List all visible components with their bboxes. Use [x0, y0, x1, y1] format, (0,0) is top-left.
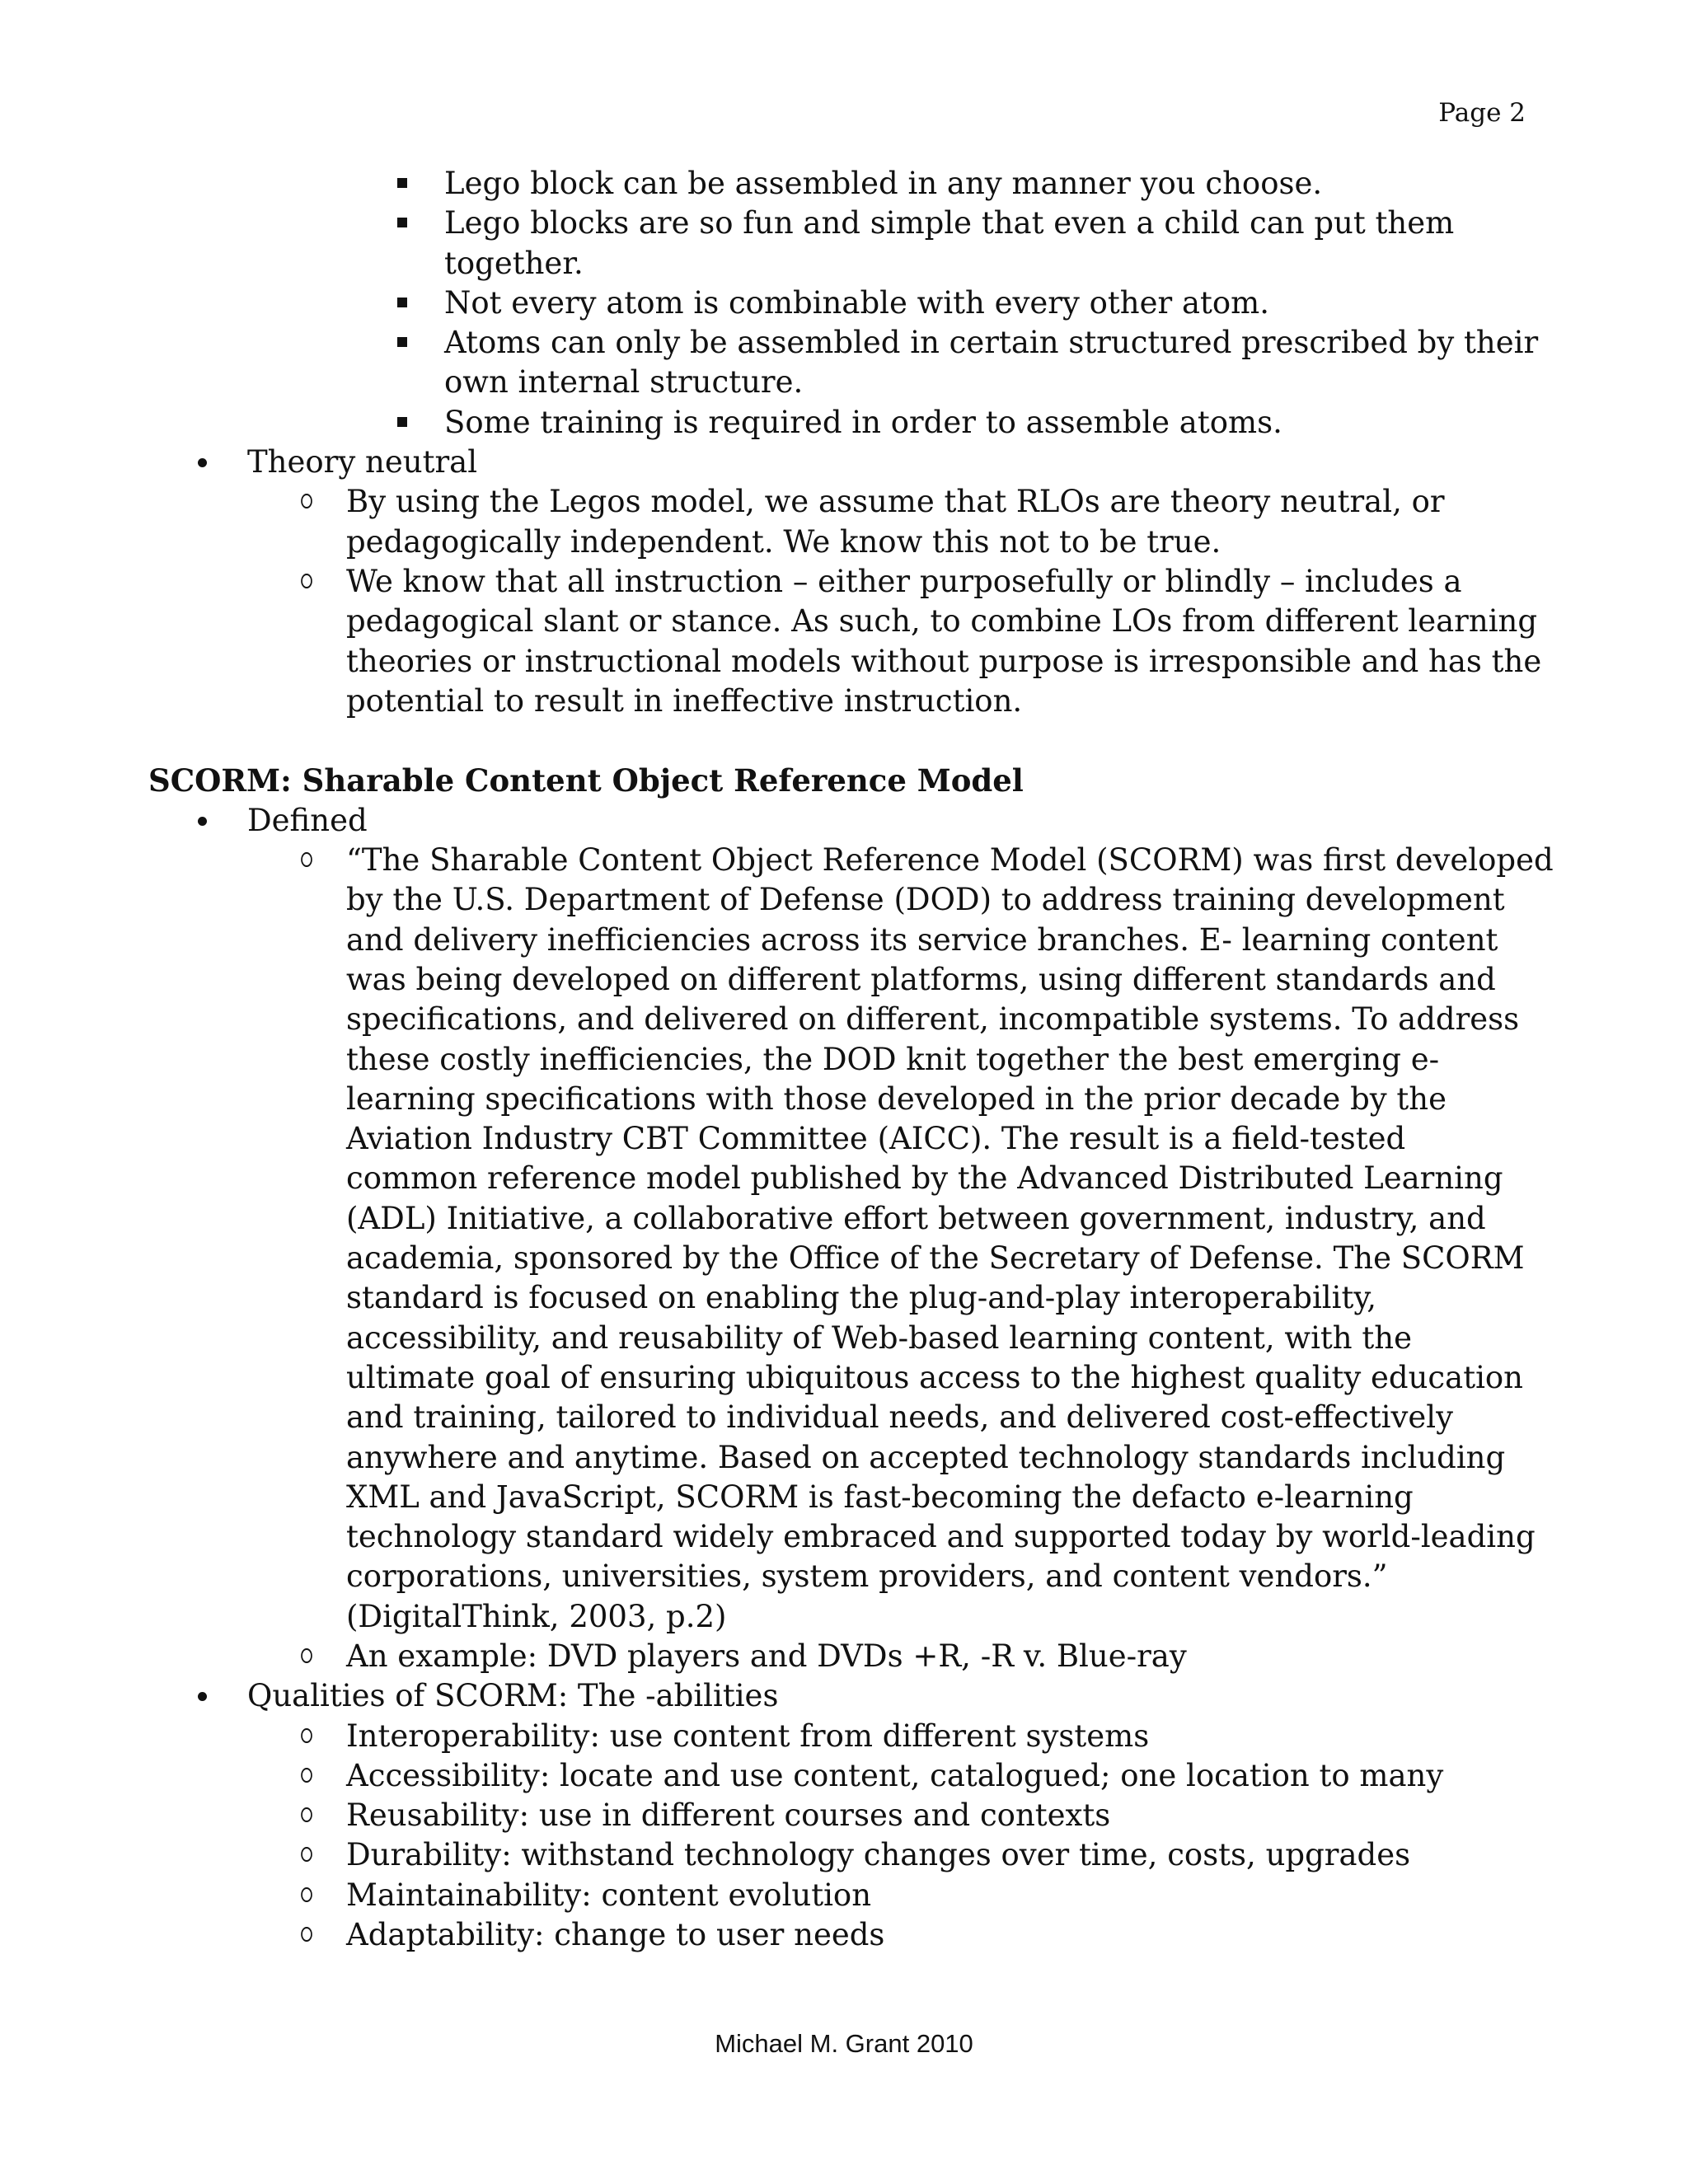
- circle-bullet-icon: [301, 1648, 312, 1663]
- circle-bullet-icon: [301, 1807, 312, 1822]
- square-bullet-icon: [397, 298, 407, 307]
- list-item: Reusability: use in different courses and contexts: [148, 1796, 1533, 1835]
- list-item-scorm-quote: “The Sharable Content Object Reference Model (SCORM) was first developed by the U.S. Department of Defense (DOD) to address training development and delivery inefficiencies across its service branches. E- learning content was being developed on different platforms, using different standards and specifications, and delivered on different, incompatible systems. To address these costly inefficiencies, the DOD knit together the best emerging e- learning specifications with those developed in the prior decade by the Aviation Industry CBT Committee (AICC). The result is a field-tested common reference model published by the Advanced Distributed Learning (ADL) Initiative, a collaborative effort between government, industry, and academia, sponsored by the Office of the Secretary of Defense. The SCORM standard is focused on enabling the plug-and-play interoperability, accessibility, and reusability of Web-based learning content, with the ultimate goal of ensuring ubiquitous access to the highest quality education and training, tailored to individual needs, and delivered cost-effectively anywhere and anytime. Based on accepted technology standards including XML and JavaScript, SCORM is fast-becoming the defacto e-learning technology standard widely embraced and supported today by world-leading corporations, universities, system providers, and content vendors.” (DigitalThink, 2003, p.2): [148, 841, 1533, 1637]
- circle-bullet-icon: [301, 852, 312, 867]
- document-body: [148, 164, 1554, 1955]
- list-item: Interoperability: use content from different systems: [148, 1717, 1533, 1756]
- list-item-theory-neutral: Theory neutral: [148, 443, 1533, 482]
- circle-bullet-icon: [301, 1768, 312, 1783]
- list-item: Lego blocks are so fun and simple that even a child can put them together.: [148, 204, 1533, 284]
- circle-bullet-icon: [301, 494, 312, 509]
- list-item-qualities: Qualities of SCORM: The -abilities: [148, 1676, 1533, 1716]
- circle-bullet-icon: [301, 1927, 312, 1942]
- list-item: Lego block can be assembled in any manner you choose.: [148, 164, 1533, 204]
- list-item: Accessibility: locate and use content, catalogued; one location to many: [148, 1756, 1533, 1796]
- list-item: Adaptability: change to user needs: [148, 1915, 1533, 1955]
- list-item: Maintainability: content evolution: [148, 1876, 1533, 1915]
- list-item: Not every atom is combinable with every other atom.: [148, 284, 1533, 323]
- round-bullet-icon: [198, 458, 207, 467]
- square-bullet-icon: [397, 417, 407, 427]
- circle-bullet-icon: [301, 574, 312, 588]
- square-bullet-icon: [397, 178, 407, 188]
- page-footer: Michael M. Grant 2010: [715, 2029, 973, 2058]
- list-item: Atoms can only be assembled in certain structured prescribed by their own internal structure.: [148, 323, 1533, 403]
- section-heading: SCORM: Sharable Content Object Reference Model: [148, 762, 1024, 799]
- round-bullet-icon: [198, 817, 207, 826]
- square-bullet-icon: [397, 218, 407, 227]
- list-item: We know that all instruction – either purposefully or blindly – includes a pedagogical slant or stance. As such, to combine LOs from different learning theories or instructional models without purpose is irresponsible and has the potential to result in ineffective instruction.: [148, 562, 1533, 721]
- list-item-defined: Defined: [148, 801, 1533, 841]
- square-bullet-icon: [397, 337, 407, 347]
- list-item-example: An example: DVD players and DVDs +R, -R v. Blue-ray: [148, 1637, 1533, 1676]
- list-item: Durability: withstand technology changes over time, costs, upgrades: [148, 1835, 1533, 1875]
- round-bullet-icon: [198, 1692, 207, 1701]
- circle-bullet-icon: [301, 1887, 312, 1902]
- page-number: Page 2: [1438, 98, 1526, 128]
- list-item: Some training is required in order to assemble atoms.: [148, 403, 1533, 443]
- circle-bullet-icon: [301, 1847, 312, 1862]
- list-item: By using the Legos model, we assume that RLOs are theory neutral, or pedagogically independent. We know this not to be true.: [148, 482, 1533, 562]
- circle-bullet-icon: [301, 1728, 312, 1743]
